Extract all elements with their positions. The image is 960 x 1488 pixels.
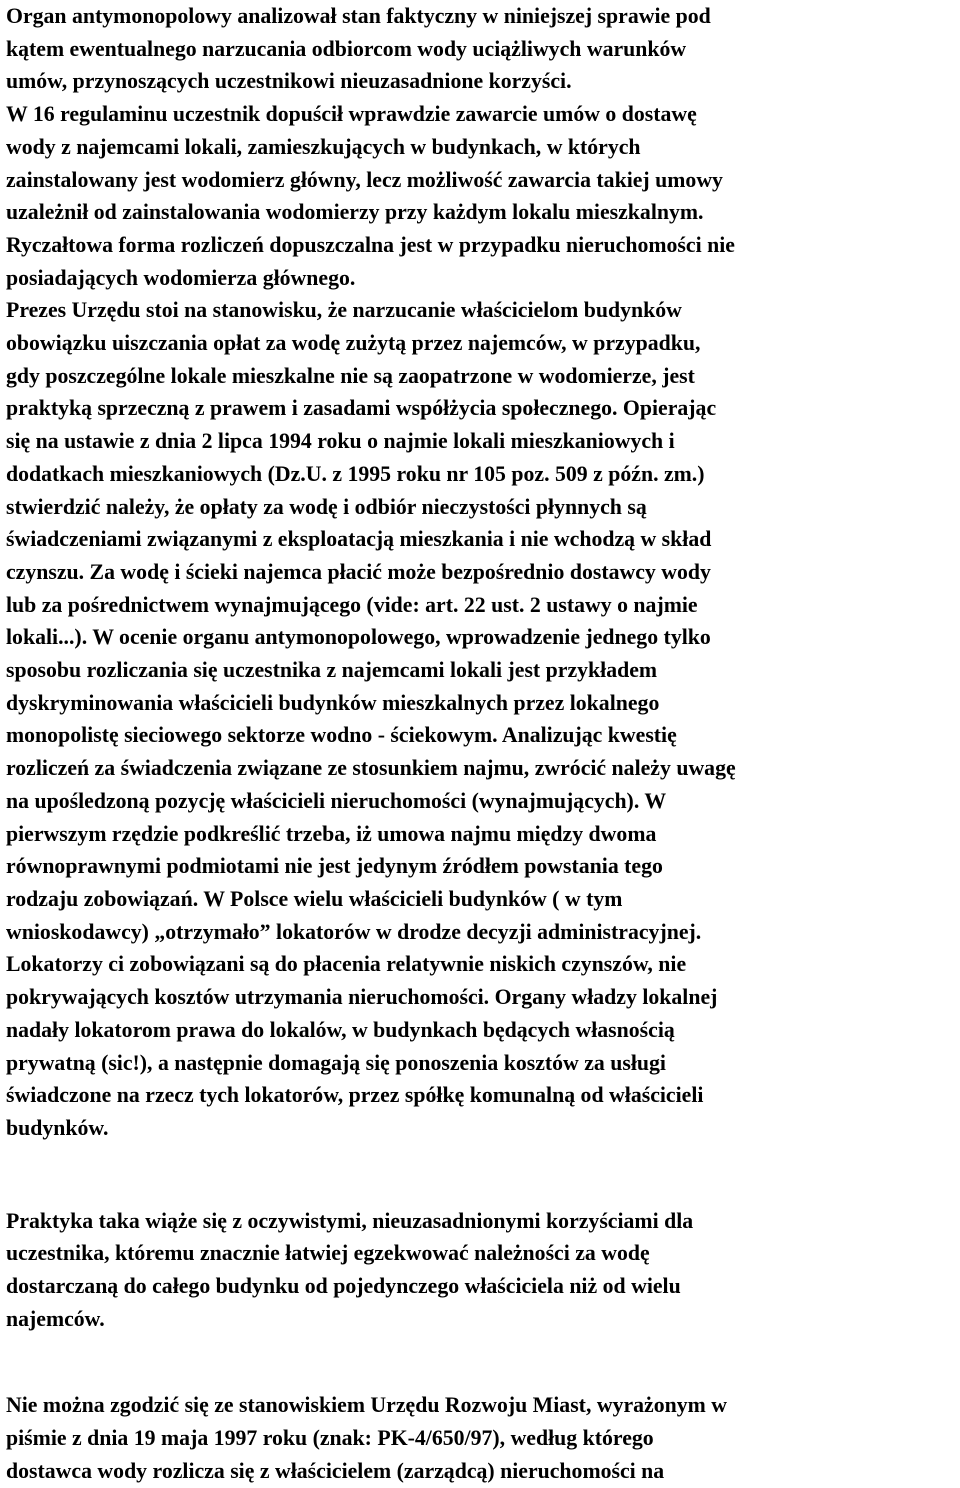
text-line: piśmie z dnia 19 maja 1997 roku (znak: PK-4/650/97), według którego (6, 1426, 654, 1451)
text-line: Praktyka taka wiąże się z oczywistymi, nieuzasadnionymi korzyściami dla (6, 1208, 694, 1233)
text-line: monopolistę sieciowego sektorze wodno - ściekowym. Analizując kwestię (6, 723, 677, 748)
text-line: dostarczaną do całego budynku od pojedynczego właściciela niż od wielu (6, 1274, 681, 1299)
text-line: świadczone na rzecz tych lokatorów, przez spółkę komunalną od właścicieli (6, 1083, 704, 1108)
text-line: rodzaju zobowiązań. W Polsce wielu właścicieli budynków ( w tym (6, 886, 623, 911)
text-line: sposobu rozliczania się uczestnika z najemcami lokali jest przykładem (6, 658, 658, 683)
paragraph-main (6, 0, 960, 1145)
text-line: dodatkach mieszkaniowych (Dz.U. z 1995 roku nr 105 poz. 509 z późn. zm.) (6, 461, 705, 486)
text-line: Ryczałtowa forma rozliczeń dopuszczalna jest w przypadku nieruchomości nie (6, 232, 735, 257)
text-line: się na ustawie z dnia 2 lipca 1994 roku o najmie lokali mieszkaniowych i (6, 429, 675, 454)
text-line: lub za pośrednictwem wynajmującego (vide: art. 22 ust. 2 ustawy o najmie (6, 592, 698, 617)
text-line: Lokatorzy ci zobowiązani są do płacenia relatywnie niskich czynszów, nie (6, 952, 687, 977)
text-line: praktyką sprzeczną z prawem i zasadami współżycia społecznego. Opierając (6, 396, 717, 421)
paragraph-practice (6, 1205, 960, 1336)
text-line: świadczeniami związanymi z eksploatacją mieszkania i nie wchodzą w skład (6, 527, 712, 552)
text-line: wnioskodawcy) „otrzymało” lokatorów w drodze decyzji administracyjnej. (6, 919, 702, 944)
text-line: gdy poszczególne lokale mieszkalne nie są zaopatrzone w wodomierze, jest (6, 363, 695, 388)
text-line: wody z najemcami lokali, zamieszkujących w budynkach, w których (6, 134, 641, 159)
text-line: najemców. (6, 1306, 105, 1331)
text-line: nadały lokatorom prawa do lokalów, w budynkach będących własnością (6, 1017, 675, 1042)
text-line: dyskryminowania właścicieli budynków mieszkalnych przez lokalnego (6, 690, 660, 715)
text-line: Organ antymonopolowy analizował stan faktyczny w niniejszej sprawie pod (6, 4, 711, 28)
text-line: umów, przynoszących uczestnikowi nieuzasadnione korzyści. (6, 69, 572, 94)
paragraph-spacer (6, 1335, 960, 1389)
text-line: posiadających wodomierza głównego. (6, 265, 356, 290)
paragraph-spacer (6, 1145, 960, 1205)
text-line: pokrywających kosztów utrzymania nieruchomości. Organy władzy lokalnej (6, 985, 718, 1010)
text-line: prywatną (sic!), a następnie domagają się ponoszenia kosztów za usługi (6, 1050, 666, 1075)
text-line: obowiązku uiszczania opłat za wodę zużytą przez najemców, w przypadku, (6, 331, 701, 356)
text-line: kątem ewentualnego narzucania odbiorcom wody uciążliwych warunków (6, 36, 687, 61)
text-line: rozliczeń za świadczenia związane ze stosunkiem najmu, zwrócić należy uwagę (6, 756, 736, 781)
text-line: zainstalowany jest wodomierz główny, lecz możliwość zawarcia takiej umowy (6, 167, 723, 192)
text-line: na upośledzoną pozycję właścicieli nieruchomości (wynajmujących). W (6, 788, 667, 813)
text-line: równoprawnymi podmiotami nie jest jedynym źródłem powstania tego (6, 854, 663, 879)
text-line: uczestnika, któremu znacznie łatwiej egzekwować należności za wodę (6, 1241, 650, 1266)
text-line: lokali...). W ocenie organu antymonopolowego, wprowadzenie jednego tylko (6, 625, 711, 650)
text-line: stwierdzić należy, że opłaty za wodę i odbiór nieczystości płynnych są (6, 494, 647, 519)
text-line: budynków. (6, 1115, 109, 1140)
text-line: W 16 regulaminu uczestnik dopuścił wprawdzie zawarcie umów o dostawę (6, 102, 697, 127)
text-line: uzależnił od zainstalowania wodomierzy przy każdym lokalu mieszkalnym. (6, 200, 704, 225)
text-line: czynszu. Za wodę i ścieki najemca płacić może bezpośrednio dostawcy wody (6, 559, 711, 584)
text-line: Nie można zgodzić się ze stanowiskiem Urzędu Rozwoju Miast, wyrażonym w (6, 1393, 727, 1418)
text-line: dostawca wody rozlicza się z właścicielem (zarządcą) nieruchomości na (6, 1458, 665, 1483)
text-line: Prezes Urzędu stoi na stanowisku, że narzucanie właścicielom budynków (6, 298, 682, 323)
text-line: pierwszym rzędzie podkreślić trzeba, iż umowa najmu między dwoma (6, 821, 657, 846)
paragraph-position (6, 1389, 960, 1487)
